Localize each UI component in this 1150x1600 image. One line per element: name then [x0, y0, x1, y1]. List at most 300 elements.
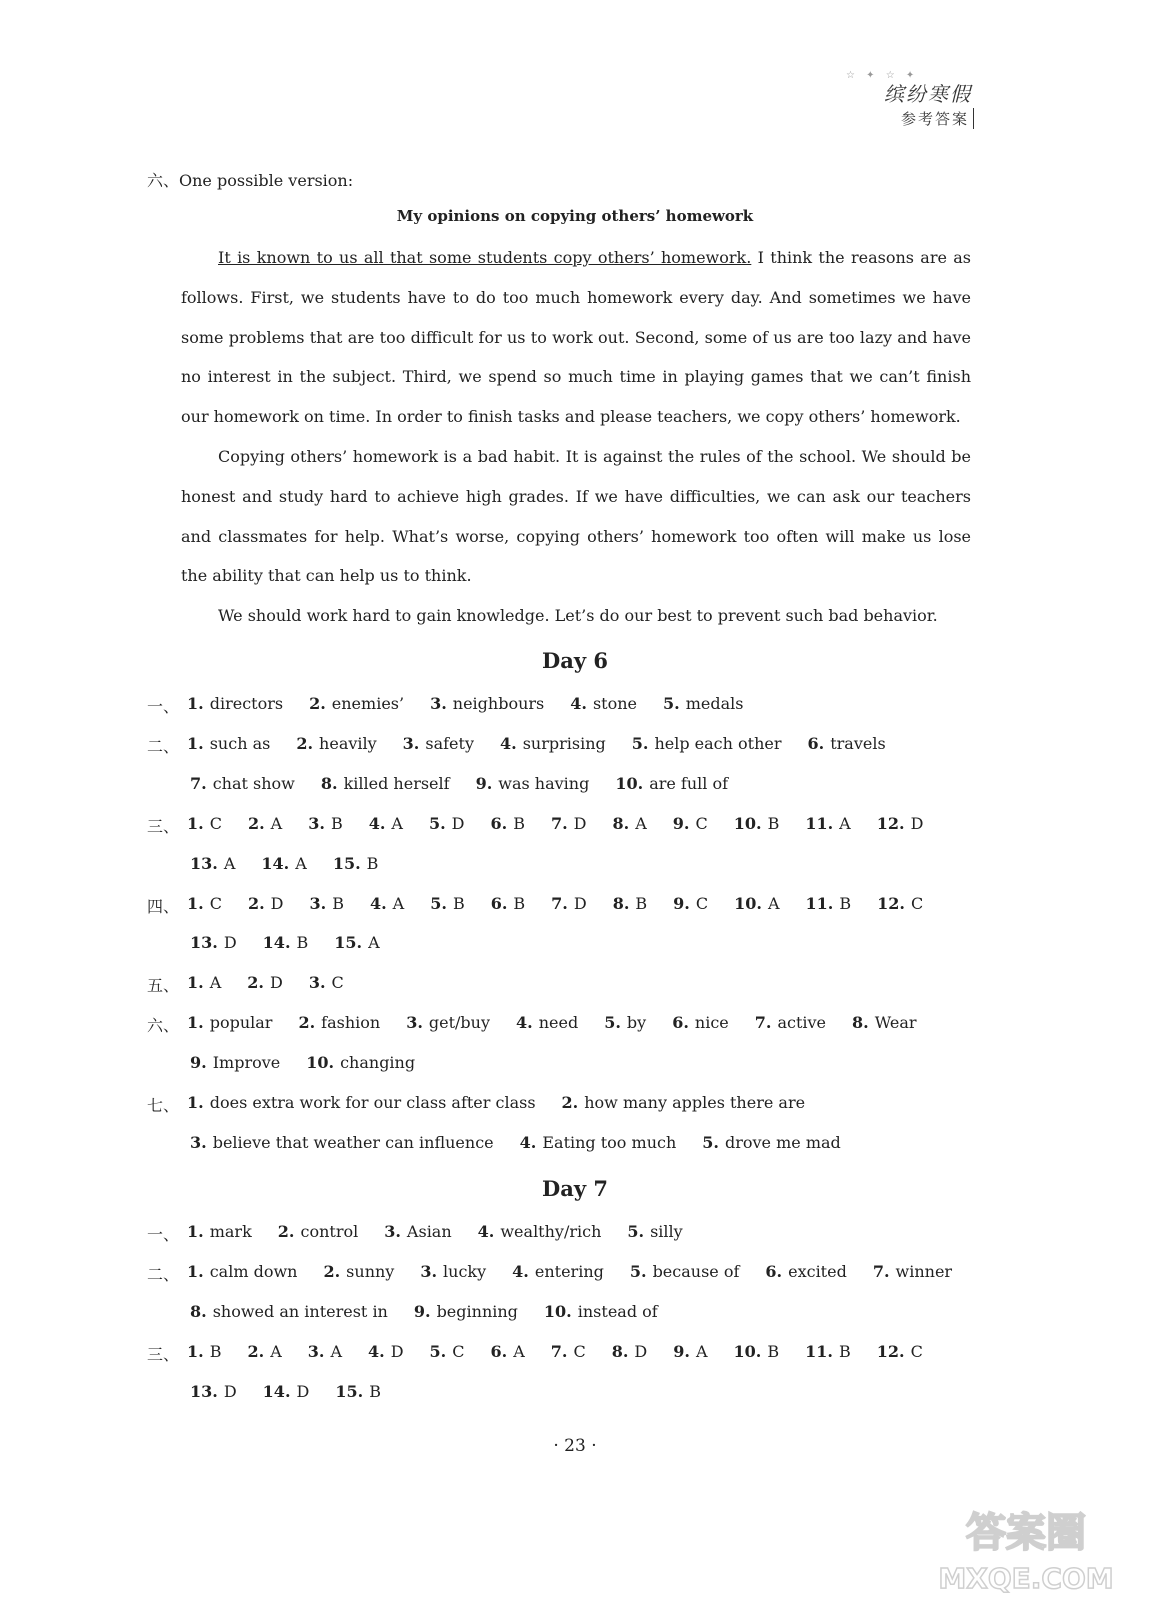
answer-item: [430, 1342, 465, 1365]
answer-row: [190, 933, 406, 952]
answer-number: 8.: [612, 893, 630, 913]
question-group-number: 一、: [147, 1225, 180, 1244]
answer-text: are full of: [649, 773, 729, 793]
answer-text: D: [223, 933, 237, 953]
answer-item: [808, 734, 886, 757]
answer-text: A: [270, 1341, 282, 1361]
answer-text: nice: [694, 1013, 729, 1033]
answer-number: 1.: [187, 694, 204, 713]
answer-item: [765, 1262, 846, 1285]
answer-number: 1.: [187, 1013, 204, 1033]
answer-item: [190, 933, 237, 952]
answer-number: 6.: [490, 813, 508, 833]
answer-text: D: [910, 813, 924, 833]
answer-text: chat show: [212, 773, 295, 793]
answer-number: 13.: [190, 933, 218, 953]
answer-item: [562, 1093, 806, 1116]
answer-item: [335, 1382, 381, 1401]
answer-number: 9.: [673, 1341, 690, 1361]
answer-number: 2.: [323, 1261, 341, 1281]
answer-number: 6.: [490, 893, 508, 913]
answer-item: [430, 894, 464, 917]
answer-text: D: [269, 973, 283, 993]
watermark-logo: [926, 1500, 1126, 1596]
answer-text: how many apples there are: [584, 1093, 806, 1112]
answer-item: [615, 774, 728, 793]
answer-item: [520, 1133, 677, 1152]
answer-item: [309, 973, 344, 996]
question-group-number: 七、: [147, 1096, 180, 1115]
answer-number: 6.: [672, 1013, 689, 1033]
answer-text: A: [635, 813, 647, 833]
answer-number: 14.: [262, 1381, 291, 1401]
answer-number: 5.: [429, 1341, 447, 1361]
header-subtitle: 参考答案: [901, 108, 974, 129]
answer-number: 7.: [754, 1013, 772, 1033]
answer-item: [263, 1382, 310, 1401]
header-logo: [846, 70, 972, 107]
answer-number: 12.: [876, 813, 905, 833]
answer-number: 2.: [296, 733, 314, 753]
answer-text: A: [839, 813, 851, 833]
answer-text: popular: [209, 1013, 273, 1033]
answer-item: [334, 933, 379, 952]
answer-text: D: [451, 813, 465, 833]
question-group-number: 一、: [147, 697, 180, 716]
section6-label: 六、One possible version:: [147, 171, 354, 190]
answer-number: 2.: [298, 1013, 316, 1033]
answer-item: [187, 894, 222, 917]
answer-text: C: [209, 893, 222, 913]
watermark-top: 答案圈: [966, 1510, 1086, 1556]
answer-number: 8.: [612, 813, 630, 833]
answer-item: [551, 894, 587, 917]
answer-number: 2.: [561, 1093, 579, 1112]
answer-number: 4.: [512, 1261, 529, 1281]
answer-text: A: [368, 933, 380, 953]
answer-text: B: [513, 893, 526, 913]
answer-number: 3.: [420, 1261, 438, 1281]
answer-number: 1.: [187, 1261, 204, 1281]
answer-text: D: [573, 893, 587, 913]
answer-item: [476, 774, 590, 793]
answer-text: neighbours: [452, 694, 545, 713]
answer-item: [630, 1262, 740, 1285]
answer-number: 3.: [406, 1013, 423, 1033]
answer-number: 1.: [187, 1093, 204, 1112]
answer-text: active: [777, 1013, 827, 1033]
essay-underlined-sentence: It is known to us all that some students copy others’ homework.: [218, 248, 752, 267]
answer-number: 6.: [807, 733, 825, 753]
question-group-number: 二、: [147, 736, 180, 756]
answer-text: B: [366, 853, 379, 873]
answer-number: 1.: [187, 1222, 204, 1241]
logo-text: 缤纷寒假: [884, 82, 972, 106]
answer-item: [551, 1342, 586, 1365]
answer-item: [323, 1262, 394, 1285]
answer-number: 9.: [673, 893, 690, 913]
essay-paragraph-2: Copying others’ homework is a bad habit. It is against the rules of the school. We should be honest and study hard to achieve high grades. If we have difficulties, we can ask our teachers and classmates for help. What’s worse, copying others’ homework too often will make us lose the ability that can help us to think.: [181, 446, 971, 586]
answer-number: 3.: [402, 733, 420, 753]
stars-decoration: ☆ ✦ ☆ ✦: [846, 70, 919, 81]
answer-row: [147, 973, 370, 996]
answer-text: medals: [685, 694, 744, 713]
essay-paragraph-1-rest: I think the reasons are as follows. First, we students have to do too much homework every day. And sometimes we have some problems that are too difficult for us to work out. Second, some of us are too lazy and have no interest in the subject. Third, we spend so much time in playing games that we can’t finish our homework on time. In order to finish tasks and please teachers, we copy others’ homework.: [181, 248, 971, 427]
answer-number: 2.: [247, 893, 265, 913]
answer-item: [278, 1222, 358, 1245]
answer-number: 11.: [805, 1341, 833, 1361]
answer-row: [147, 1342, 949, 1365]
essay-title: My opinions on copying others’ homework: [396, 207, 754, 225]
answer-row: [147, 1013, 943, 1036]
answer-number: 3.: [308, 973, 326, 993]
answer-number: 12.: [877, 893, 905, 913]
answer-item: [248, 894, 284, 917]
answer-text: B: [209, 1341, 222, 1361]
answer-item: [429, 814, 465, 837]
answer-item: [414, 1302, 518, 1321]
answer-item: [187, 1222, 252, 1245]
answer-text: B: [767, 813, 780, 833]
answer-text: help each other: [654, 733, 782, 753]
answer-item: [190, 1133, 494, 1152]
answer-number: 8.: [190, 1301, 207, 1321]
answer-item: [263, 933, 309, 952]
answer-item: [806, 894, 852, 917]
answer-text: travels: [830, 733, 886, 753]
question-group-number: 三、: [147, 816, 180, 836]
answer-text: D: [223, 1381, 237, 1401]
answer-text: lucky: [443, 1261, 487, 1281]
answer-row: [190, 1302, 684, 1321]
answer-item: [673, 1342, 707, 1365]
answer-text: drove me mad: [724, 1132, 841, 1152]
answer-item: [190, 1382, 237, 1401]
answer-number: 8.: [320, 773, 338, 793]
answer-item: [877, 814, 924, 837]
answer-text: heavily: [319, 733, 377, 753]
answer-item: [544, 1302, 658, 1321]
answer-item: [187, 973, 221, 996]
answer-row: [147, 694, 769, 717]
answer-row: [147, 894, 949, 917]
answer-text: changing: [340, 1053, 416, 1073]
answer-item: [296, 734, 376, 757]
answer-item: [261, 854, 306, 873]
answer-number: 14.: [262, 933, 291, 953]
answer-number: 7.: [872, 1261, 890, 1281]
answer-number: 2.: [247, 1341, 265, 1361]
answer-number: 5.: [428, 813, 446, 833]
answer-text: C: [695, 893, 709, 913]
answer-row: [147, 814, 949, 837]
answer-text: killed herself: [343, 773, 450, 793]
answer-item: [734, 894, 779, 917]
answer-text: B: [296, 933, 309, 953]
answer-text: directors: [209, 694, 284, 713]
answer-text: silly: [650, 1222, 683, 1241]
answer-number: 1.: [187, 813, 204, 833]
answer-number: 15.: [334, 933, 363, 953]
answer-number: 1.: [187, 973, 204, 993]
answer-row: [190, 854, 404, 873]
answer-number: 6.: [490, 1341, 508, 1361]
answer-text: Wear: [874, 1013, 917, 1033]
answer-number: 4.: [368, 813, 386, 833]
answer-number: 5.: [702, 1132, 719, 1152]
answer-number: 3.: [308, 813, 325, 833]
answer-number: 2.: [277, 1222, 295, 1241]
answer-item: [500, 734, 606, 757]
answer-item: [672, 1013, 729, 1036]
answer-number: 3.: [384, 1222, 401, 1241]
answer-item: [309, 694, 404, 717]
answer-number: 7.: [551, 893, 568, 913]
answer-number: 13.: [190, 853, 218, 873]
answer-number: 11.: [805, 893, 834, 913]
answer-item: [310, 894, 344, 917]
answer-text: B: [332, 893, 344, 913]
answer-item: [187, 1093, 536, 1116]
answer-text: B: [838, 1341, 851, 1361]
answer-number: 9.: [190, 1053, 207, 1073]
answer-number: 9.: [413, 1301, 431, 1321]
answer-number: 9.: [475, 773, 493, 793]
answer-number: 12.: [876, 1341, 905, 1361]
answer-item: [248, 814, 282, 837]
answer-item: [516, 1013, 578, 1036]
answer-text: get/buy: [428, 1013, 491, 1033]
answer-text: B: [635, 893, 648, 913]
answer-text: A: [330, 1341, 343, 1361]
answer-text: B: [369, 1381, 381, 1401]
answer-item: [187, 694, 283, 717]
answer-row: [190, 1133, 867, 1152]
answer-text: safety: [425, 733, 474, 753]
answer-text: surprising: [522, 733, 606, 753]
answer-number: 9.: [672, 813, 690, 833]
answer-row: [147, 1222, 709, 1245]
answer-text: enemies’: [331, 694, 405, 713]
answer-text: was having: [498, 773, 590, 793]
answer-number: 10.: [733, 1341, 762, 1361]
answer-number: 10.: [306, 1053, 335, 1073]
question-group-number: 二、: [147, 1264, 180, 1284]
answer-number: 5.: [663, 694, 680, 713]
answer-number: 2.: [247, 973, 264, 993]
answer-item: [403, 734, 474, 757]
answer-number: 10.: [543, 1301, 572, 1321]
answer-number: 4.: [477, 1222, 495, 1241]
answer-text: C: [910, 893, 924, 913]
answer-number: 10.: [733, 813, 762, 833]
answer-item: [430, 694, 544, 717]
answer-number: 7.: [190, 773, 207, 793]
answer-text: does extra work for our class after class: [209, 1093, 536, 1112]
answer-text: entering: [534, 1261, 604, 1281]
answer-item: [190, 854, 235, 873]
answer-number: 5.: [629, 1261, 647, 1281]
answer-item: [308, 814, 342, 837]
answer-number: 3.: [307, 1341, 325, 1361]
answer-text: A: [392, 893, 405, 913]
answer-text: C: [452, 1341, 465, 1361]
answer-number: 4.: [519, 1132, 537, 1152]
answer-number: 7.: [550, 1341, 568, 1361]
answer-item: [190, 1302, 388, 1321]
answer-text: C: [209, 813, 222, 833]
answer-number: 7.: [550, 813, 568, 833]
answer-text: D: [573, 813, 587, 833]
answer-item: [190, 1053, 280, 1072]
question-group-number: 三、: [147, 1344, 180, 1364]
answer-row: [190, 1382, 407, 1401]
answer-row: [147, 1262, 978, 1285]
answer-item: [333, 854, 379, 873]
answer-text: mark: [209, 1222, 252, 1241]
answer-text: sunny: [346, 1261, 395, 1281]
answer-text: Improve: [212, 1053, 281, 1073]
answer-item: [368, 1342, 404, 1365]
answer-item: [491, 814, 525, 837]
answer-item: [877, 1342, 923, 1365]
answer-number: 13.: [190, 1381, 218, 1401]
answer-number: 5.: [627, 1222, 645, 1241]
answer-text: A: [767, 893, 780, 913]
answer-text: C: [910, 1341, 923, 1361]
answer-number: 5.: [430, 893, 447, 913]
answer-item: [384, 1222, 451, 1245]
answer-text: C: [573, 1341, 586, 1361]
answer-item: [755, 1013, 826, 1036]
answer-text: A: [391, 813, 403, 833]
watermark-bottom: MXQE.COM: [938, 1562, 1114, 1595]
answer-row: [190, 774, 754, 793]
answer-item: [491, 894, 525, 917]
answer-number: 8.: [611, 1341, 629, 1361]
answer-text: A: [223, 853, 236, 873]
answer-item: [612, 1342, 648, 1365]
answer-number: 4.: [499, 733, 517, 753]
answer-number: 15.: [335, 1381, 364, 1401]
answer-text: C: [695, 813, 708, 833]
answer-text: calm down: [209, 1261, 298, 1281]
question-group-number: 五、: [147, 976, 180, 996]
answer-text: showed an interest in: [212, 1301, 388, 1321]
answer-row: [147, 1093, 831, 1116]
answer-text: D: [634, 1341, 648, 1361]
answer-row: [147, 734, 912, 757]
answer-text: B: [513, 813, 525, 833]
answer-text: B: [839, 893, 852, 913]
answer-item: [734, 1342, 780, 1365]
answer-text: stone: [592, 694, 638, 713]
question-group-number: 四、: [147, 896, 180, 916]
answer-number: 2.: [309, 694, 326, 713]
answer-number: 3.: [430, 694, 447, 713]
answer-text: D: [270, 893, 284, 913]
answer-item: [308, 1342, 342, 1365]
answer-text: A: [295, 853, 307, 873]
answer-item: [734, 814, 780, 837]
answer-item: [805, 814, 850, 837]
answer-item: [877, 894, 923, 917]
day6-title: Day 6: [542, 648, 608, 673]
answer-text: because of: [652, 1261, 740, 1281]
answer-number: 4.: [516, 1013, 533, 1033]
answer-number: 6.: [765, 1261, 783, 1281]
answer-item: [852, 1013, 917, 1036]
answer-text: by: [626, 1013, 647, 1033]
answer-item: [298, 1013, 380, 1036]
answer-item: [247, 1342, 281, 1365]
answer-item: [187, 1013, 272, 1036]
answer-text: C: [331, 973, 344, 993]
answer-number: 4.: [570, 694, 587, 713]
answer-number: 15.: [332, 853, 361, 873]
answer-item: [190, 774, 295, 793]
question-group-number: 六、: [147, 1016, 180, 1036]
answer-row: [190, 1053, 441, 1072]
answer-text: Asian: [406, 1222, 452, 1241]
answer-item: [512, 1262, 604, 1285]
answer-text: Eating too much: [542, 1132, 677, 1152]
essay-body: [181, 238, 971, 636]
answer-item: [187, 814, 222, 837]
answer-item: [632, 734, 782, 757]
answer-text: A: [695, 1341, 708, 1361]
answer-number: 11.: [805, 813, 834, 833]
answer-number: 4.: [368, 1341, 385, 1361]
answer-item: [627, 1222, 682, 1245]
answer-item: [663, 694, 743, 717]
answer-number: 1.: [187, 1341, 204, 1361]
answer-item: [873, 1262, 952, 1285]
answer-item: [702, 1133, 841, 1152]
answer-number: 14.: [261, 853, 290, 873]
answer-text: wealthy/rich: [500, 1222, 602, 1241]
answer-item: [613, 894, 647, 917]
answer-item: [420, 1262, 486, 1285]
answer-text: instead of: [577, 1301, 658, 1321]
answer-number: 2.: [247, 813, 265, 833]
answer-item: [187, 1262, 297, 1285]
answer-item: [306, 1053, 415, 1072]
answer-item: [321, 774, 450, 793]
answer-text: A: [209, 973, 222, 993]
answer-number: 10.: [615, 773, 644, 793]
answer-text: beginning: [436, 1301, 518, 1321]
essay-paragraph-3: We should work hard to gain knowledge. Let’s do our best to prevent such bad behavior.: [218, 606, 938, 626]
answer-text: control: [300, 1222, 359, 1241]
answer-number: 1.: [187, 733, 204, 753]
answer-text: need: [538, 1013, 579, 1033]
answer-text: B: [452, 893, 465, 913]
answer-item: [478, 1222, 602, 1245]
answer-item: [805, 1342, 851, 1365]
answer-text: fashion: [321, 1013, 381, 1033]
answer-text: such as: [209, 733, 271, 753]
answer-item: [370, 894, 404, 917]
answer-item: [406, 1013, 490, 1036]
answer-text: winner: [895, 1261, 953, 1281]
answer-item: [673, 894, 708, 917]
answer-item: [551, 814, 587, 837]
answer-text: B: [330, 813, 343, 833]
answer-text: D: [296, 1381, 310, 1401]
essay-paragraph-1: [181, 238, 971, 437]
answer-number: 3.: [309, 893, 327, 913]
